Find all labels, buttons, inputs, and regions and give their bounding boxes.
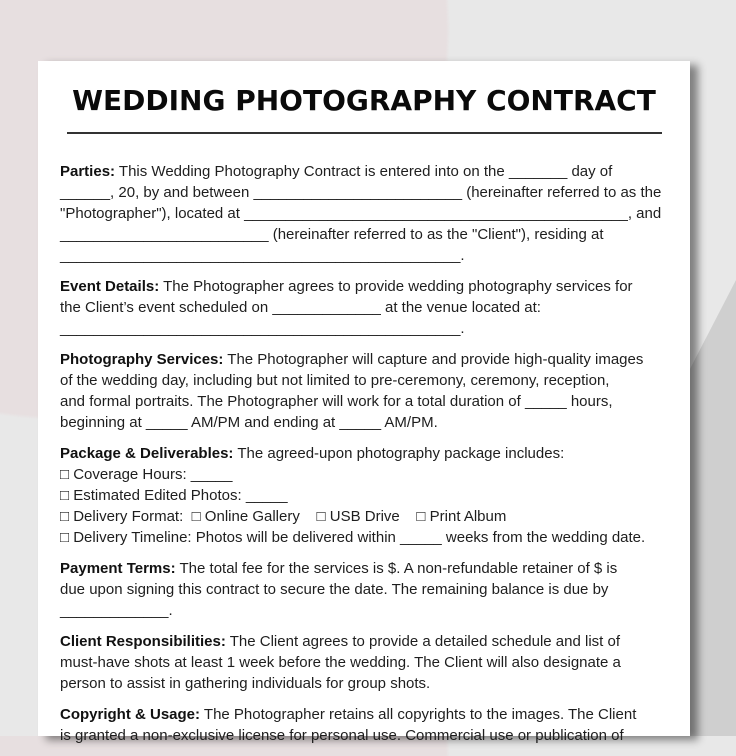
section-line (60, 349, 685, 370)
section-line (60, 558, 685, 579)
section-text: □ Coverage Hours: _____ (60, 466, 233, 483)
section-text: _________________________ (hereinafter referred to as the "Client"), residing at (60, 226, 604, 243)
contract-section (60, 276, 685, 339)
section-text: The Photographer will capture and provide high-quality images (223, 351, 644, 368)
section-text: "Photographer"), located at ______________________________________________, and (60, 205, 662, 222)
section-text: of the wedding day, including but not limited to pre-ceremony, ceremony, reception, (60, 372, 610, 389)
section-line (60, 412, 685, 433)
contract-section (60, 161, 685, 266)
section-line (60, 391, 685, 412)
section-text: □ Delivery Timeline: Photos will be delivered within _____ weeks from the wedding date. (60, 529, 646, 546)
section-text: The Photographer retains all copyrights to the images. The Client (200, 706, 637, 723)
section-line (60, 704, 685, 725)
section-line (60, 673, 685, 694)
section-label: Payment Terms: (60, 560, 176, 577)
section-text: is granted a non-exclusive license for personal use. Commercial use or publication of (60, 727, 624, 744)
section-line (60, 443, 685, 464)
section-text: □ Delivery Format: □ Online Gallery □ USB Drive □ Print Album (60, 508, 507, 525)
section-line (60, 506, 685, 527)
contract-section (60, 558, 685, 621)
section-line (60, 161, 685, 182)
section-line (60, 485, 685, 506)
contract-section (60, 349, 685, 433)
section-text: ______, 20, by and between _________________________ (hereinafter referred to as the (60, 184, 662, 201)
section-line (60, 297, 685, 318)
section-text: _____________. (60, 602, 173, 619)
contract-section (60, 443, 685, 548)
section-line (60, 579, 685, 600)
section-line (60, 276, 685, 297)
section-text: must-have shots at least 1 week before the wedding. The Client will also designate a (60, 654, 621, 671)
section-label: Photography Services: (60, 351, 224, 368)
section-label: Event Details: (60, 278, 160, 295)
section-line (60, 245, 685, 266)
section-label: Package & Deliverables: (60, 445, 234, 462)
section-line (60, 370, 685, 391)
contract-section (60, 631, 685, 694)
section-text: ________________________________________________. (60, 247, 465, 264)
section-line (60, 318, 685, 339)
contract-section (60, 704, 685, 746)
section-line (60, 464, 685, 485)
section-line (60, 600, 685, 621)
title-divider (67, 132, 662, 134)
section-line (60, 527, 685, 548)
section-label: Client Responsibilities: (60, 633, 226, 650)
section-line (60, 631, 685, 652)
section-line (60, 182, 685, 203)
section-text: ________________________________________________. (60, 320, 465, 337)
section-text: The Photographer agrees to provide wedding photography services for (159, 278, 633, 295)
section-text: person to assist in gathering individuals for group shots. (60, 675, 431, 692)
section-text: due upon signing this contract to secure the date. The remaining balance is due by (60, 581, 609, 598)
section-line (60, 652, 685, 673)
section-text: beginning at _____ AM/PM and ending at _____ AM/PM. (60, 414, 438, 431)
section-text: The total fee for the services is $. A non-refundable retainer of $ is (175, 560, 618, 577)
section-line (60, 224, 685, 245)
section-text: and formal portraits. The Photographer will work for a total duration of _____ hours, (60, 393, 613, 410)
section-label: Copyright & Usage: (60, 706, 201, 723)
contract-body (60, 161, 685, 756)
page-title: WEDDING PHOTOGRAPHY CONTRACT (72, 84, 656, 117)
section-text: the Client’s event scheduled on _____________ at the venue located at: (60, 299, 541, 316)
section-label: Parties: (60, 163, 116, 180)
section-text: The agreed-upon photography package includes: (233, 445, 565, 462)
section-text: The Client agrees to provide a detailed schedule and list of (225, 633, 620, 650)
section-text: This Wedding Photography Contract is entered into on the _______ day of (115, 163, 613, 180)
section-line (60, 203, 685, 224)
section-text: □ Estimated Edited Photos: _____ (60, 487, 288, 504)
